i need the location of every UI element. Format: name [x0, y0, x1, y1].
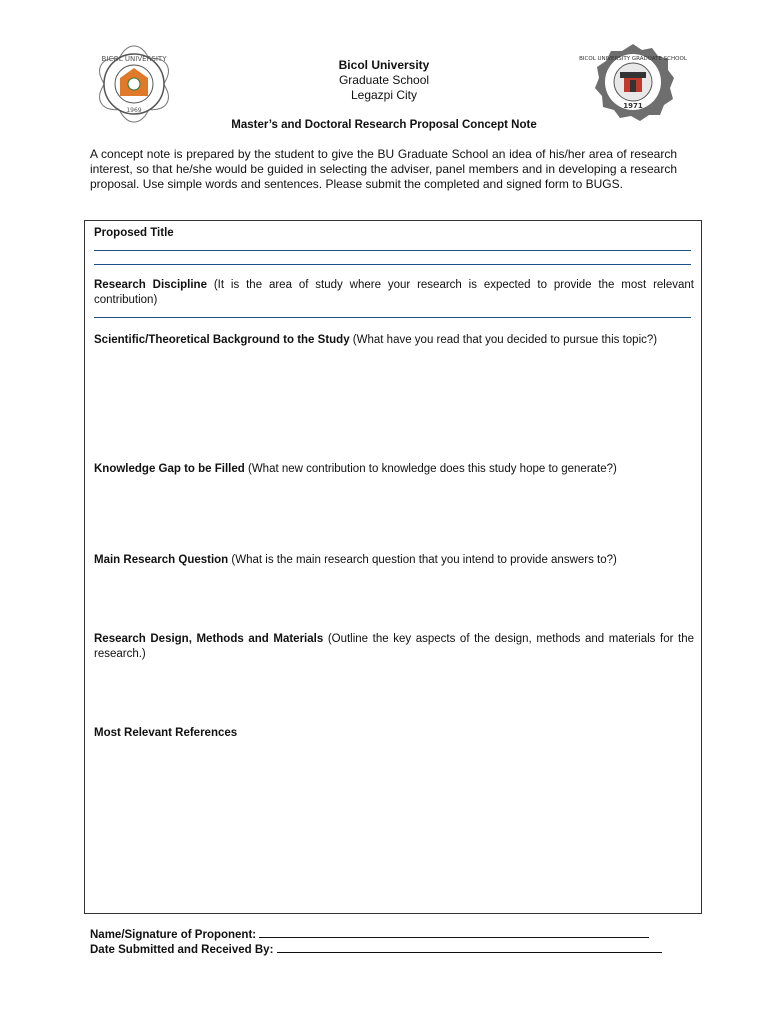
signature-row	[90, 927, 649, 943]
proposed-title-line-2[interactable]	[94, 264, 691, 265]
seal-text-top: BICOL UNIVERSITY	[101, 55, 167, 63]
seal-text-bottom: 1971	[623, 102, 643, 110]
seal-text-bottom: 1969	[126, 107, 142, 114]
signature-label: Name/Signature of Proponent:	[90, 929, 257, 941]
design-label: Research Design, Methods and Materials	[94, 633, 324, 645]
concept-note-form	[84, 220, 702, 914]
question-hint: (What is the main research question that you intend to provide answers to?)	[228, 554, 617, 566]
question-section	[94, 553, 694, 568]
proposed-title-section	[94, 226, 694, 241]
gap-hint: (What new contribution to knowledge does this study hope to generate?)	[244, 463, 617, 475]
intro-paragraph: A concept note is prepared by the student to give the BU Graduate School an idea of his/her area of research interest, so that he/she would be guided in selecting the adviser, panel members and in developing a research proposal. Use simple words and sentences. Please submit the completed and signed form to BUGS.	[90, 147, 677, 191]
background-hint: (What have you read that you decided to pursue this topic?)	[349, 334, 658, 346]
date-row	[90, 942, 662, 958]
document-title: Master’s and Doctoral Research Proposal Concept Note	[231, 119, 537, 131]
university-name: Bicol University	[338, 58, 430, 72]
signature-input-line[interactable]	[259, 927, 649, 938]
date-label: Date Submitted and Received By:	[90, 944, 274, 956]
gap-label: Knowledge Gap to be Filled	[94, 463, 245, 475]
discipline-line[interactable]	[94, 317, 691, 318]
proposed-title-label: Proposed Title	[94, 227, 174, 239]
discipline-section	[94, 278, 694, 308]
question-label: Main Research Question	[94, 554, 229, 566]
date-input-line[interactable]	[277, 942, 662, 953]
background-label: Scientific/Theoretical Background to the Study	[94, 334, 350, 346]
school-name: Graduate School	[338, 73, 430, 87]
document-header	[0, 58, 768, 103]
discipline-hint: (It is the area of study where your research is expected to provide the most relevant contribution)	[94, 279, 694, 306]
gap-section	[94, 462, 694, 477]
references-section	[94, 726, 694, 741]
proposed-title-line-1[interactable]	[94, 250, 691, 251]
discipline-label: Research Discipline	[94, 279, 207, 291]
seal-text-top: BICOL UNIVERSITY GRADUATE SCHOOL	[579, 56, 687, 62]
background-section	[94, 333, 694, 348]
city-name: Legazpi City	[350, 88, 418, 102]
design-section	[94, 632, 694, 662]
references-label: Most Relevant References	[94, 727, 238, 739]
design-hint: (Outline the key aspects of the design, methods and materials for the research.)	[94, 633, 694, 660]
